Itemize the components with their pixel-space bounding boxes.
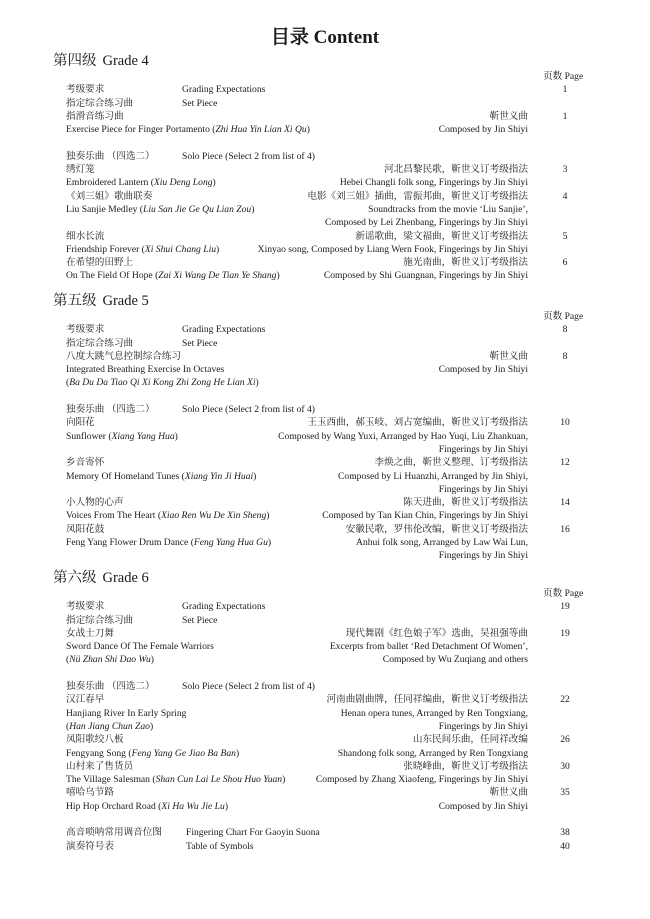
entry-english-label: Grading Expectations [182,324,266,336]
entry-title [66,269,280,282]
entry-title-pinyin: Xiu Deng Long [153,177,213,189]
entry-english-label: Set Piece [182,337,218,349]
entry-title [66,97,133,110]
entry-title [66,496,124,509]
entry-title [66,640,214,653]
entry-credit: 河南曲剧曲牌，任同祥编曲，靳世义订考级指法 [326,694,528,706]
entry-title [66,150,155,163]
toc-line[interactable] [0,627,650,640]
entry-title-text: 演奏符号表 [66,840,114,852]
entry-title-text: 考级要求 [66,84,105,96]
entry-title-text: On The Field Of Hope ( [66,270,159,282]
toc-line[interactable] [0,760,650,773]
page-number[interactable]: 16 [560,523,570,535]
entry-credit: 靳世义曲 [489,787,528,799]
entry-title-text: 凤阳花鼓 [66,523,105,535]
page-title: 目录 Content [270,27,380,48]
toc-line[interactable] [0,230,650,243]
entry-title-suffix: ) [306,124,310,136]
entry-english-label: Solo Piece (Select 2 from list of 4) [182,681,315,693]
page-number[interactable]: 30 [560,760,570,772]
page-column-header [0,310,650,323]
entry-title-text: Hip Hop Orchard Road ( [66,800,162,812]
entry-credit: 施光南曲，靳世义订考级指法 [403,257,528,269]
toc-line [0,176,650,189]
entry-title [66,720,153,733]
spacer [0,390,650,403]
spacer [0,136,650,149]
page-number[interactable]: 19 [560,627,570,639]
entry-title [66,350,181,363]
entry-title-text: Embroidered Lantern ( [66,177,154,189]
entry-title-suffix: ) [255,377,259,389]
page-number[interactable]: 6 [562,257,568,269]
grade-heading [0,52,650,70]
toc-line [0,483,650,496]
entry-credit: 河北昌黎民歌，靳世义订考级指法 [384,164,528,176]
entry-credit: 张晓峰曲，靳世义订考级指法 [403,760,528,772]
toc-line [0,123,650,136]
toc-line[interactable] [0,600,650,613]
entry-title-text: Sword Dance Of The Female Warriors [66,641,214,653]
page-number[interactable]: 8 [562,350,568,362]
toc-line [0,243,650,256]
entry-title-pinyin: Feng Yang Hua Gu [193,537,268,549]
entry-title [66,376,259,389]
entry-title-pinyin: Shan Cun Lai Le Shou Huo Yuan [155,774,283,786]
entry-title-suffix: ) [212,177,216,189]
entry-title [66,509,269,522]
entry-title-text: 女战士刀舞 [66,627,114,639]
entry-title-text: 高音唢呐常用调音位图 [66,827,162,839]
entry-credit: Composed by Wang Yuxi, Arranged by Hao Yuqi, Liu Zhankuan, [278,430,528,442]
page-number[interactable]: 19 [560,601,570,613]
entry-title-text: 八度大跳气息控制综合练习 [66,350,182,362]
entry-title-pinyin: Xi Shui Chang Liu [144,243,217,255]
toc-line[interactable] [0,416,650,429]
entry-title-pinyin: Xiao Ren Wu De Xin Sheng [161,510,267,522]
toc-line [0,680,650,693]
toc-line[interactable] [0,826,650,839]
entry-credit: Anhui folk song, Arranged by Law Wai Lun, [356,537,528,549]
toc-line [0,430,650,443]
entry-credit: 安徽民歌，罗伟伦改编，靳世义订考级指法 [345,523,528,535]
toc-line [0,363,650,376]
entry-title-suffix: ) [150,654,154,666]
entry-credit: 王玉西曲，郝玉岐、刘占宽编曲，靳世义订考级指法 [307,417,528,429]
page-number[interactable]: 38 [560,827,570,839]
entry-title [66,163,95,176]
entry-title-text: 指滑音练习曲 [66,110,124,122]
entry-title-suffix: ) [282,774,286,786]
entry-title-suffix: ) [267,537,272,549]
entry-credit: 电影《刘三姐》插曲，雷振邦曲，靳世义订考级指法 [307,190,528,202]
entry-title [66,707,186,720]
entry-title-suffix: ) [235,747,240,759]
entry-credit: Fingerings by Jin Shiyi [438,483,528,495]
entry-title [66,243,219,256]
entry-english-label: Grading Expectations [182,84,266,96]
entry-credit: 山东民间乐曲，任同祥改编 [412,734,528,746]
grade-heading-cn: 第五级 [53,293,97,309]
toc-line[interactable] [0,190,650,203]
toc-line[interactable] [0,496,650,509]
entry-credit: 靳世义曲 [489,350,528,362]
grade-heading-cn: 第六级 [53,570,97,586]
entry-title [66,230,104,243]
entry-title-suffix: ) [251,203,255,215]
entry-english-label: Set Piece [182,97,218,109]
entry-credit: Composed by Jin Shiyi [438,364,528,376]
entry-title-text: Memory Of Homeland Tunes ( [66,470,185,482]
entry-title-pinyin: Feng Yang Ge Jiao Ba Ban [131,747,236,759]
toc-line[interactable] [0,733,650,746]
grade-heading-cn: 第四级 [53,53,97,69]
page-number[interactable]: 14 [560,497,570,509]
entry-title [66,403,155,416]
entry-credit: Fingerings by Jin Shiyi [438,550,528,562]
entry-title-pinyin: Ba Du Da Tiao Qi Xi Kong Zhi Zong He Lian Xi [69,377,256,389]
entry-credit: 李焕之曲，靳世义整理、订考级指法 [374,457,528,469]
toc-line [0,614,650,627]
entry-credit: Composed by Wu Zuqiang and others [382,654,528,666]
entry-title-text: ( [66,654,70,666]
entry-credit: 现代舞剧《红色娘子军》选曲，吴祖强等曲 [345,627,528,639]
toc-line [0,640,650,653]
entry-title-pinyin: Zai Xi Wang De Tian Ye Shang [158,270,277,282]
page-header-label: 页数 Page [543,71,584,82]
entry-credit: Composed by Jin Shiyi [438,800,528,812]
entry-title-text: Voices From The Heart ( [66,510,162,522]
toc-line [0,150,650,163]
entry-credit: Composed by Li Huanzhi, Arranged by Jin Shiyi, [338,470,528,482]
entry-credit: Composed by Lei Zhenbang, Fingerings by Jin Shiyi [324,217,528,229]
page-header-label: 页数 Page [543,588,584,599]
toc-line [0,97,650,110]
page-column-header [0,70,650,83]
entry-title-text: 向阳花 [66,417,95,429]
toc-line[interactable] [0,523,650,536]
entry-title-suffix: ) [266,510,270,522]
entry-title [66,363,224,376]
entry-english-label: Set Piece [182,614,218,626]
entry-title-text: 凤阳歌绞八板 [66,734,124,746]
page-number[interactable]: 26 [560,734,570,746]
entry-title-text: Hanjiang River In Early Spring [66,707,187,719]
toc-line [0,216,650,229]
entry-title-pinyin: Xiang Yang Hua [111,430,175,442]
entry-credit: Composed by Shi Guangnan, Fingerings by Jin Shiyi [323,270,528,282]
entry-credit: Henan opera tunes, Arranged by Ren Tongxiang, [340,707,528,719]
page-number[interactable]: 40 [560,840,570,852]
toc-line [0,773,650,786]
toc-line [0,203,650,216]
entry-credit: Composed by Tan Kian Chin, Fingerings by Jin Shiyi [322,510,528,522]
entry-title-text: Liu Sanjie Medley ( [66,203,143,215]
entry-credit: 新谣歌曲，梁文福曲，靳世义订考级指法 [355,230,528,242]
entry-title-text: 嘻哈乌节路 [66,787,114,799]
entry-title-suffix: ) [149,720,154,732]
entry-english-label: Solo Piece (Select 2 from list of 4) [182,404,315,416]
page-number[interactable]: 1 [562,110,568,122]
entry-title-suffix: ) [174,430,178,442]
entry-title-text: 《刘三姐》歌曲联奏 [66,190,153,202]
entry-title [66,760,133,773]
entry-title-pinyin: Nü Zhan Shi Dao Wu [69,654,151,666]
grade-heading [0,292,650,310]
entry-english-label: Solo Piece (Select 2 from list of 4) [182,150,315,162]
toc-line [0,443,650,456]
entry-title [66,337,133,350]
toc-line[interactable] [0,693,650,706]
entry-title [66,747,239,760]
entry-title [66,430,178,443]
toc-line [0,337,650,350]
entry-title [66,110,124,123]
entry-title [66,653,154,666]
entry-title-text: 在希望的田野上 [66,257,134,269]
entry-title [66,733,124,746]
entry-title-text: 独奏乐曲 （四选二） [66,681,155,693]
spacer [0,667,650,680]
entry-credit: 陈天进曲，靳世义订考级指法 [403,497,528,509]
entry-title [66,523,104,536]
toc-line[interactable] [0,256,650,269]
entry-title [66,800,228,813]
entry-credit: Fingerings by Jin Shiyi [438,720,528,732]
page-column-header [0,587,650,600]
entry-title-pinyin: Liu San Jie Ge Qu Lian Zou [143,203,252,215]
section-grade-5 [0,292,650,563]
section-grade-6 [0,569,650,853]
entry-title [66,203,254,216]
entry-title [66,123,310,136]
toc-line [0,536,650,549]
entry-credit: Excerpts from ballet ‘Red Detachment Of Women’, [329,641,528,653]
entry-title-pinyin: Zhi Hua Yin Lian Xi Qu [215,124,307,136]
grade-heading-en: Grade 5 [102,293,149,309]
entry-title-text: 绣灯笼 [66,164,95,176]
toc-line[interactable] [0,83,650,96]
entry-english-label: Table of Symbols [186,840,254,852]
toc-line [0,747,650,760]
entry-credit: Fingerings by Jin Shiyi [438,443,528,455]
entry-title-text: 汉江春早 [66,694,105,706]
spacer [0,813,650,826]
entry-title [66,416,95,429]
entry-title [66,614,133,627]
page-number[interactable]: 8 [562,324,568,336]
toc-line [0,720,650,733]
entry-title [66,786,114,799]
entry-title-text: 小人物的心声 [66,497,124,509]
entry-title-text: 考级要求 [66,601,105,613]
entry-title-suffix: ) [224,800,229,812]
entry-title [66,470,256,483]
page-number[interactable]: 22 [560,694,570,706]
entry-title [66,826,162,839]
entry-title-suffix: ) [276,270,280,282]
entry-english-label: Fingering Chart For Gaoyin Suona [186,827,320,839]
entry-title-text: Friendship Forever ( [66,243,145,255]
toc-line [0,653,650,666]
entry-title-text: The Village Salesman ( [66,774,156,786]
page-number[interactable]: 12 [560,457,570,469]
entry-title [66,773,285,786]
entry-title [66,693,104,706]
toc-line [0,549,650,562]
entry-english-label: Grading Expectations [182,601,266,613]
entry-title-text: Feng Yang Flower Drum Dance ( [66,537,194,549]
entry-title-suffix: ) [216,243,220,255]
entry-title [66,456,104,469]
entry-title-text: Sunflower ( [66,430,112,442]
entry-title-pinyin: Xi Ha Wu Jie Lu [161,800,225,812]
toc-line[interactable] [0,786,650,799]
page-number[interactable]: 3 [562,164,568,176]
entry-title-text: Exercise Piece for Finger Portamento ( [66,124,216,136]
entry-title [66,323,104,336]
entry-title-suffix: ) [253,470,257,482]
page-number[interactable]: 1 [562,84,568,96]
grade-heading [0,569,650,587]
entry-title [66,680,155,693]
entry-title-text: 考级要求 [66,324,105,336]
entry-title [66,256,133,269]
toc-line[interactable] [0,323,650,336]
toc-line [0,509,650,522]
grade-heading-en: Grade 6 [102,570,149,586]
entry-title [66,190,152,203]
entry-title-text: ( [66,720,70,732]
entry-title-text: 指定综合练习曲 [66,97,134,109]
entry-title-text: 独奏乐曲 （四选二） [66,150,155,162]
entry-title [66,176,216,189]
entry-title-text: 细水长流 [66,230,105,242]
entry-credit: 靳世义曲 [489,110,528,122]
entry-title-text: 乡音寄怀 [66,457,105,469]
entry-credit: Hebei Changli folk song, Fingerings by Jin Shiyi [339,177,528,189]
toc-line[interactable] [0,110,650,123]
entry-title-text: ( [66,377,70,389]
page-number[interactable]: 4 [562,190,568,202]
entry-credit: Shandong folk song, Arranged by Ren Tongxiang [337,747,528,759]
entry-title-text: 独奏乐曲 （四选二） [66,404,155,416]
toc-line [0,707,650,720]
toc-line[interactable] [0,456,650,469]
entry-title-text: 指定综合练习曲 [66,614,134,626]
page-header-label: 页数 Page [543,311,584,322]
toc-line [0,376,650,389]
entry-title-text: 指定综合练习曲 [66,337,134,349]
entry-credit: Xinyao song, Composed by Liang Wern Fook, Fingerings by Jin Shiyi [257,243,528,255]
entry-credit: Composed by Zhang Xiaofeng, Fingerings by Jin Shiyi [315,774,528,786]
toc-line[interactable] [0,163,650,176]
page-number[interactable]: 5 [562,230,568,242]
page-number[interactable]: 35 [560,787,570,799]
entry-title-text: Fengyang Song ( [66,747,132,759]
entry-title-text: 山村来了售货员 [66,760,134,772]
page-number[interactable]: 10 [560,417,570,429]
entry-credit: Soundtracks from the movie ‘Liu Sanjie’, [368,203,528,215]
toc-line [0,269,650,282]
section-grade-4 [0,52,650,283]
toc-line [0,403,650,416]
entry-title-pinyin: Xiang Yin Ji Huai [184,470,254,482]
entry-title-text: Integrated Breathing Exercise In Octaves [66,364,225,376]
toc-line[interactable] [0,350,650,363]
entry-credit: Composed by Jin Shiyi [438,124,528,136]
toc-line [0,470,650,483]
entry-title [66,840,114,853]
toc-line [0,800,650,813]
toc-line[interactable] [0,840,650,853]
entry-title [66,83,104,96]
entry-title-pinyin: Han Jiang Chun Zao [69,720,150,732]
entry-title [66,627,114,640]
entry-title [66,536,271,549]
grade-heading-en: Grade 4 [102,53,149,69]
entry-title [66,600,104,613]
